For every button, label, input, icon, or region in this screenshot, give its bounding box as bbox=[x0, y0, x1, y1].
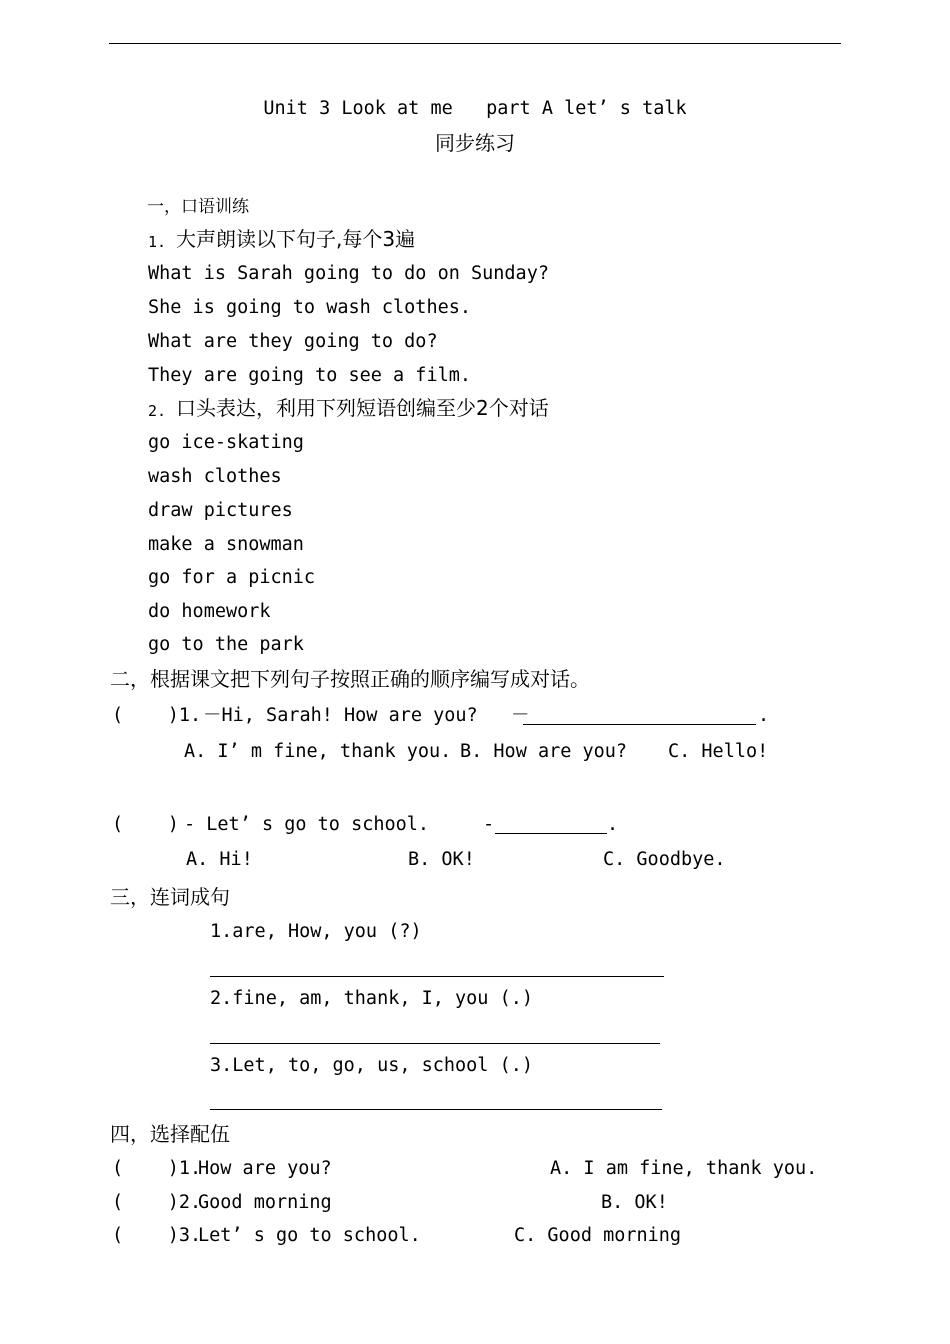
section2-q2-prompt: - Let’ s go to school. bbox=[184, 814, 430, 835]
section4-bracket: ( )1. bbox=[112, 1158, 202, 1179]
section1-q2-text: 口头表达，利用下列短语创编至少2个对话 bbox=[176, 396, 549, 420]
section3-heading: 三，连词成句 bbox=[110, 885, 230, 909]
section4-bracket: ( )3. bbox=[112, 1225, 202, 1246]
section2-q1-option-a: A. I’ m fine, thank you. bbox=[184, 741, 452, 762]
page-title: Unit 3 Look at me part A let’ s talk bbox=[263, 98, 687, 119]
section1-heading: 一，口语训练 bbox=[147, 197, 249, 217]
section4-question: Let’ s go to school. bbox=[198, 1225, 421, 1246]
section2-q2-bracket: ( ) bbox=[112, 814, 179, 835]
phrase: go to the park bbox=[148, 634, 304, 655]
section2-q1-answer-prefix: － bbox=[511, 705, 530, 726]
sentence: What are they going to do? bbox=[148, 331, 438, 352]
section3-item: 2.fine, am, thank, I, you (.) bbox=[210, 988, 534, 1009]
section2-heading: 二，根据课文把下列句子按照正确的顺序编写成对话。 bbox=[110, 667, 590, 691]
section1-q1-number: 1. bbox=[148, 233, 167, 251]
section3-item: 1.are, How, you (?) bbox=[210, 921, 422, 942]
section4-question: Good morning bbox=[198, 1192, 332, 1213]
section3-answer-line[interactable] bbox=[210, 1043, 660, 1044]
section2-q1-bracket: ( )1. bbox=[112, 705, 202, 726]
sentence: She is going to wash clothes. bbox=[148, 297, 472, 318]
section4-option: A. I am fine, thank you. bbox=[550, 1158, 818, 1179]
sentence: What is Sarah going to do on Sunday? bbox=[148, 263, 549, 284]
section2-q2-option-c: C. Goodbye. bbox=[603, 849, 726, 870]
header-rule bbox=[109, 43, 841, 44]
section2-q2-option-a: A. Hi! bbox=[186, 849, 253, 870]
section4-option: C. Good morning bbox=[514, 1225, 682, 1246]
section3-answer-line[interactable] bbox=[210, 976, 664, 977]
section2-q1-option-c: C. Hello! bbox=[668, 741, 769, 762]
section2-q1-end: . bbox=[758, 705, 770, 726]
section4-heading: 四，选择配伍 bbox=[110, 1122, 230, 1146]
section2-q1-option-b: B. How are you? bbox=[460, 741, 628, 762]
section3-item: 3.Let, to, go, us, school (.) bbox=[210, 1055, 534, 1076]
section1-q1-text: 大声朗读以下句子,每个3遍 bbox=[176, 227, 416, 251]
section2-q2-answer-prefix: - bbox=[483, 814, 495, 835]
section2-q2-end: . bbox=[607, 814, 619, 835]
section2-q1-answer-line[interactable] bbox=[523, 724, 756, 725]
section2-q2-answer-line[interactable] bbox=[495, 833, 607, 834]
phrase: do homework bbox=[148, 601, 271, 622]
phrase: draw pictures bbox=[148, 500, 293, 521]
phrase: go for a picnic bbox=[148, 567, 316, 588]
section1-q2-number: 2. bbox=[148, 402, 167, 420]
section4-question: How are you? bbox=[198, 1158, 332, 1179]
phrase: wash clothes bbox=[148, 466, 282, 487]
section2-q1-prompt: －Hi, Sarah! How are you? bbox=[203, 705, 478, 726]
page-subtitle: 同步练习 bbox=[435, 131, 515, 155]
phrase: make a snowman bbox=[148, 534, 304, 555]
section4-option: B. OK! bbox=[601, 1192, 668, 1213]
sentence: They are going to see a film. bbox=[148, 365, 472, 386]
section4-bracket: ( )2. bbox=[112, 1192, 202, 1213]
section3-answer-line[interactable] bbox=[210, 1109, 662, 1110]
section2-q2-option-b: B. OK! bbox=[408, 849, 475, 870]
phrase: go ice-skating bbox=[148, 432, 304, 453]
